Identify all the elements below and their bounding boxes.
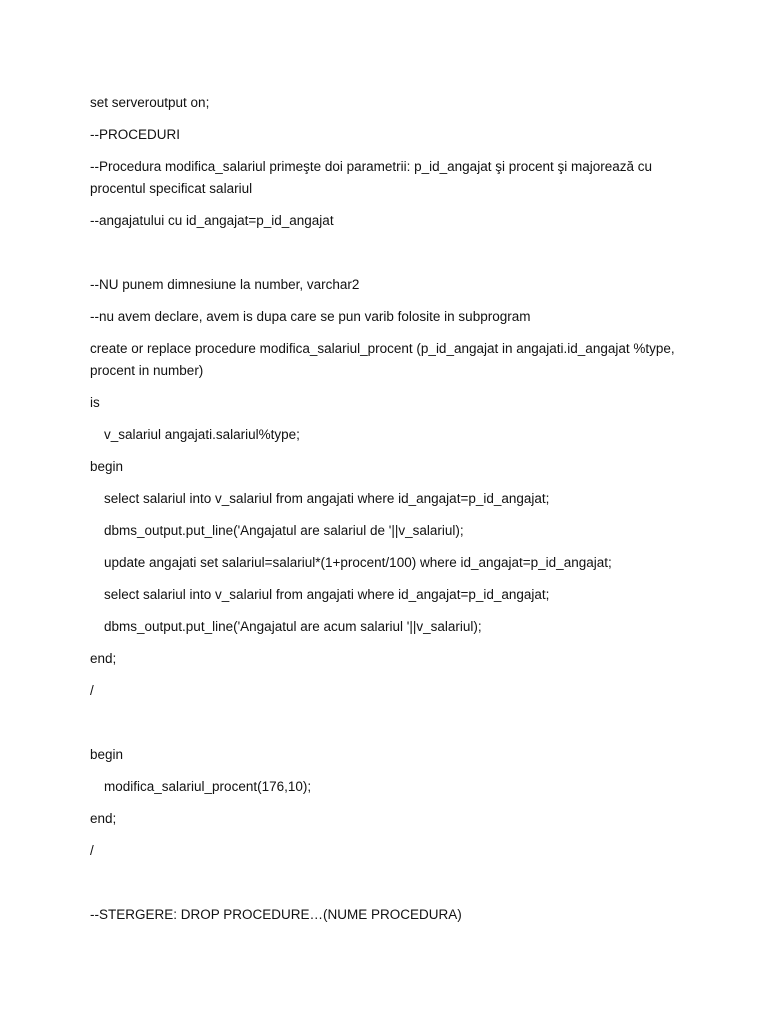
text-line: select salariul into v_salariul from angajati where id_angajat=p_id_angajat; (104, 491, 550, 506)
blank-line (90, 872, 680, 894)
text-line: end; (90, 651, 117, 666)
text-line: --nu avem declare, avem is dupa care se pun varib folosite in subprogram (90, 309, 531, 324)
text-line: dbms_output.put_line('Angajatul are salariul de '||v_salariul); (104, 523, 464, 538)
text-line: --NU punem dimnesiune la number, varchar2 (90, 277, 360, 292)
blank-line (90, 242, 680, 264)
blank-line (90, 712, 680, 734)
text-line: --STERGERE: DROP PROCEDURE…(NUME PROCEDURA) (90, 907, 462, 922)
text-line: / (90, 843, 94, 858)
text-line: begin (90, 459, 124, 474)
text-line: create or replace procedure modifica_salariul_procent (p_id_angajat in angajati.id_angajat %type, procent in number) (90, 341, 679, 378)
text-line: is (90, 395, 100, 410)
text-line: set serveroutput on; (90, 95, 210, 110)
text-line: select salariul into v_salariul from angajati where id_angajat=p_id_angajat; (104, 587, 550, 602)
text-line: --angajatului cu id_angajat=p_id_angajat (90, 213, 334, 228)
text-line: v_salariul angajati.salariul%type; (104, 427, 300, 442)
text-line: begin (90, 747, 124, 762)
text-line: --Procedura modifica_salariul primeşte doi parametrii: p_id_angajat şi procent şi majorează cu procentul specificat salariul (90, 159, 656, 196)
text-line: update angajati set salariul=salariul*(1+procent/100) where id_angajat=p_id_angajat; (104, 555, 612, 570)
text-line: end; (90, 811, 117, 826)
text-line: / (90, 683, 94, 698)
text-line: dbms_output.put_line('Angajatul are acum salariul '||v_salariul); (104, 619, 482, 634)
text-line: --PROCEDURI (90, 127, 180, 142)
document-body (90, 92, 680, 936)
text-line: modifica_salariul_procent(176,10); (104, 779, 312, 794)
